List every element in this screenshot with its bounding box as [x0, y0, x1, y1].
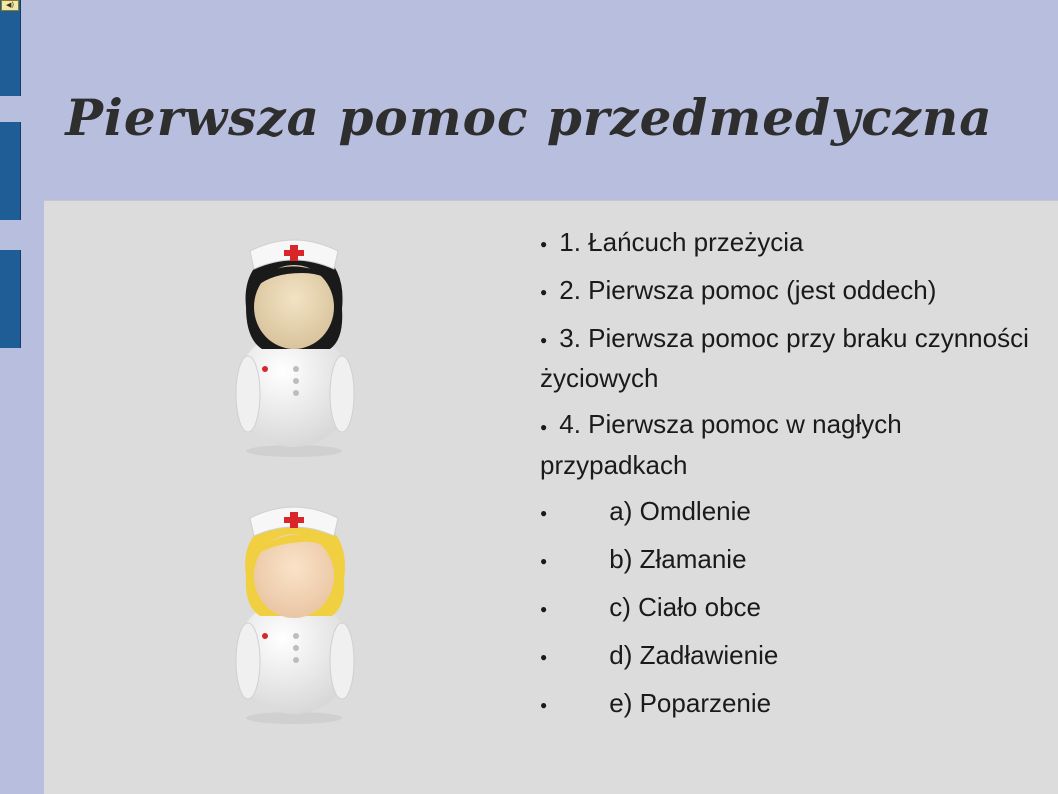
list-item: ● d) Zadławienie: [540, 639, 779, 670]
list-item: ● 1. Łańcuch przeżycia: [540, 227, 804, 257]
bullet-icon: ●: [540, 698, 548, 713]
bullet-icon: ●: [540, 285, 548, 300]
content-panel: [44, 200, 1058, 794]
bullet-icon: ●: [540, 505, 548, 520]
bullet-icon: ●: [540, 419, 548, 434]
nurse-dark-hair-icon: [232, 229, 362, 459]
nurse-blonde-hair-icon: [232, 496, 362, 726]
bullet-icon: ●: [540, 237, 548, 252]
slide-title: Pierwsza pomoc przedmedyczna: [65, 88, 993, 147]
side-tab-3[interactable]: [0, 250, 21, 348]
bullet-icon: ●: [540, 553, 548, 568]
list-item: ● a) Omdlenie: [540, 495, 751, 526]
list-item: ● 2. Pierwsza pomoc (jest oddech): [540, 275, 937, 306]
list-item: ● 4. Pierwsza pomoc w nagłych przypadkach: [540, 409, 902, 480]
list-item: ● b) Złamanie: [540, 543, 747, 574]
bullet-list: [540, 223, 1040, 732]
list-item: ● e) Poparzenie: [540, 688, 772, 718]
list-item: ● 3. Pierwsza pomoc przy braku czynności życiowych: [540, 323, 1029, 394]
bullet-icon: ●: [540, 333, 548, 348]
bullet-icon: ●: [540, 601, 548, 616]
bullet-icon: ●: [540, 650, 548, 664]
sound-icon[interactable]: ◀): [1, 0, 19, 11]
list-item: ● c) Ciało obce: [540, 591, 761, 622]
side-tab-1[interactable]: [0, 0, 21, 96]
